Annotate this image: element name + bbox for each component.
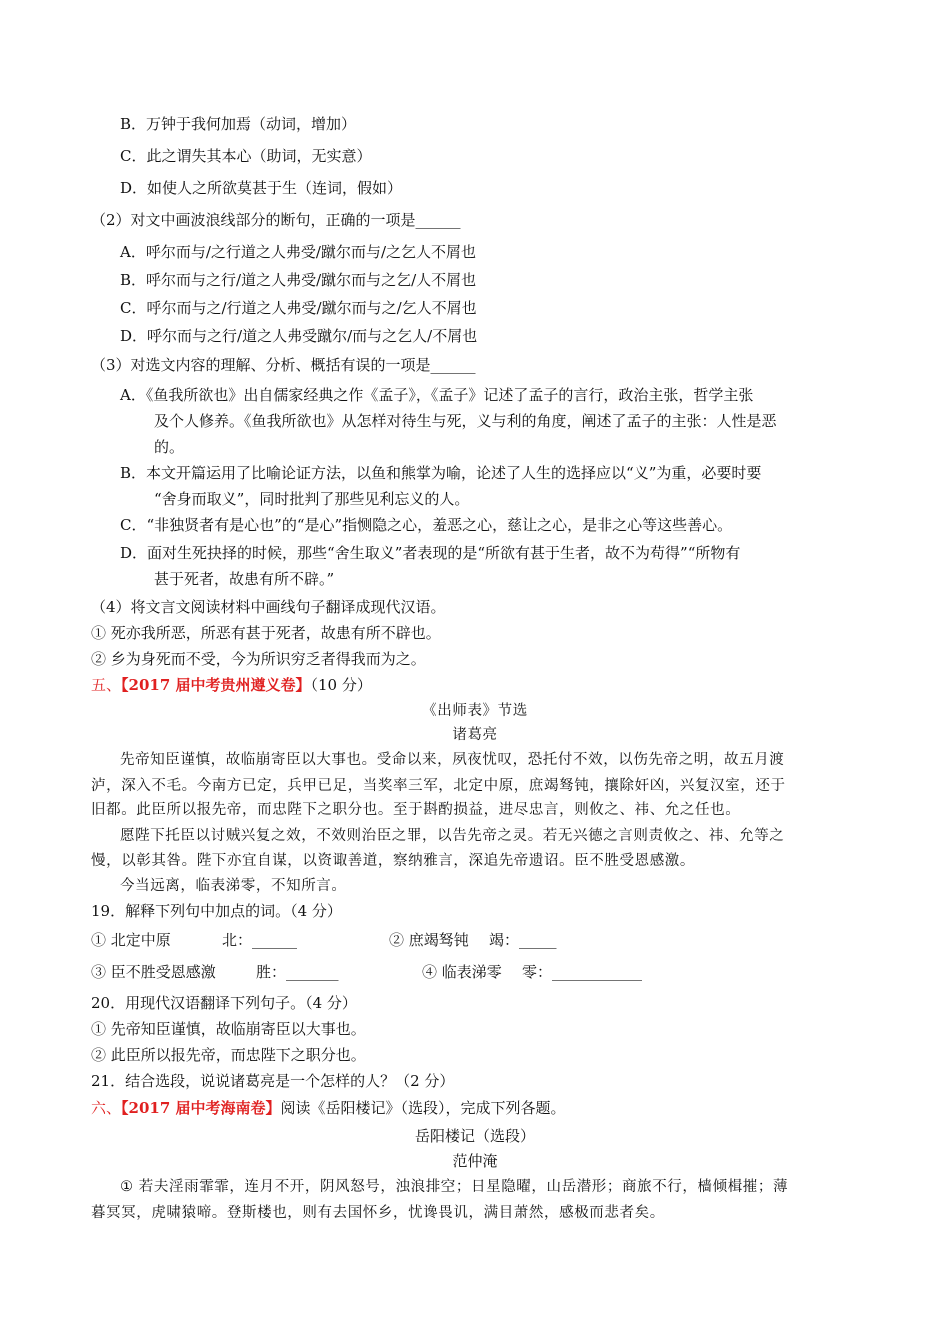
passage-6-line-2: 暮冥冥，虎啸猿啼。登斯楼也，则有去国怀乡，忧谗畏讥，满目萧然，感极而悲者矣。 [91,1205,665,1221]
section-6-source: 【2017 届中考海南卷】 [121,1099,281,1117]
section-6-number: 六、 [91,1099,122,1117]
question-19-item-3: ③ 臣不胜受恩感激 [91,963,216,981]
question-20-item-2: ② 此臣所以报先帝，而忠陛下之职分也。 [91,1046,366,1064]
question-2-option-c: C．呼尔而与之/行道之人弗受/蹴尔而与之/乞人不屑也 [120,299,477,317]
question-19-blank-3: 胜：_______ [256,963,339,981]
passage-5-line-2: 泸，深入不毛。今南方已定，兵甲已足，当奖率三军，北定中原，庶竭驽钝，攘除奸凶，兴复汉室，还于 [91,778,786,794]
question-4-stem: （4）将文言文阅读材料中画线句子翻译成现代汉语。 [91,598,446,616]
option-b: B．万钟于我何加焉（动词，增加） [120,115,357,133]
section-5-header [91,675,372,695]
section-5-author: 诸葛亮 [452,727,498,743]
question-2-option-d: D．呼尔而与之行/道之人弗受蹴尔/而与之乞人/不屑也 [120,327,478,345]
question-3-stem: （3）对选文内容的理解、分析、概括有误的一项是______ [91,356,476,374]
question-4-item-1: ① 死亦我所恶，所恶有甚于死者，故患有所不辟也。 [91,624,441,642]
passage-5-line-6: 今当远离，临表涕零，不知所言。 [120,878,347,894]
question-3-option-a-line-1: A．《鱼我所欲也》出自儒家经典之作《孟子》，《孟子》记述了孟子的言行，政治主张，哲学主张 [120,386,754,404]
section-6-header [91,1098,566,1118]
passage-5-line-3: 旧都。此臣所以报先帝，而忠陛下之职分也。至于斟酌损益，进尽忠言，则攸之、祎、允之任也。 [91,802,741,818]
question-3-option-a-line-3: 的。 [154,438,185,456]
question-21-stem: 21．结合选段，说说诸葛亮是一个怎样的人？（2 分） [91,1072,455,1090]
question-20-stem: 20．用现代汉语翻译下列句子。（4 分） [91,994,357,1012]
question-3-option-c: C．“非独贤者有是心也”的“是心”指恻隐之心，羞恶之心，慈让之心，是非之心等这些善心。 [120,516,733,534]
question-3-option-b-line-2: “舍身而取义”，同时批判了那些见利忘义的人。 [154,490,470,508]
question-3-option-b-line-1: B．本文开篇运用了比喻论证方法，以鱼和熊掌为喻，论述了人生的选择应以“义”为重，必要时要 [120,464,762,482]
section-6-instruction: 阅读《岳阳楼记》（选段），完成下列各题。 [280,1099,566,1117]
section-6-title: 岳阳楼记（选段） [414,1127,535,1145]
question-19-blank-1: 北：______ [222,931,298,949]
question-19-blank-2: 竭：_____ [489,931,557,949]
question-19-stem: 19．解释下列句中加点的词。（4 分） [91,902,342,920]
question-3-option-d-line-1: D．面对生死抉择的时候，那些“舍生取义”者表现的是“所欲有甚于生者，故不为苟得”“所物有 [120,544,741,562]
passage-5-line-1: 先帝知臣谨慎，故临崩寄臣以大事也。受命以来，夙夜忧叹，恐托付不效，以伤先帝之明，故五月渡 [120,752,785,768]
question-19-item-4: ④ 临表涕零 [422,963,502,981]
passage-5-line-4: 愿陛下托臣以讨贼兴复之效，不效则治臣之罪，以告先帝之灵。若无兴德之言则责攸之、祎、允等之 [120,828,785,844]
passage-6-line-1: ① 若夫淫雨霏霏，连月不开，阴风怒号，浊浪排空；日星隐曜，山岳潜形；商旅不行，樯倾楫摧；薄 [120,1179,789,1195]
question-2-stem: （2）对文中画波浪线部分的断句，正确的一项是______ [91,211,461,229]
section-5-title: 《出师表》节选 [422,703,528,719]
question-19-item-1: ① 北定中原 [91,931,171,949]
question-2-option-a: A．呼尔而与/之行道之人弗受/蹴尔而与/之乞人不屑也 [120,243,476,261]
section-5-source: 【2017 届中考贵州遵义卷】 [121,676,311,694]
question-4-item-2: ② 乡为身死而不受，今为所识穷乏者得我而为之。 [91,650,426,668]
passage-5-line-5: 慢，以彰其咎。陛下亦宜自谋，以资诹善道，察纳雅言，深追先帝遗诏。臣不胜受恩感激。 [91,853,695,869]
question-3-option-a-line-2: 及个人修养。《鱼我所欲也》从怎样对待生与死，义与利的角度，阐述了孟子的主张：人性是恶 [154,412,777,430]
question-19-blank-4: 零：____________ [522,963,643,981]
question-2-option-b: B．呼尔而与之行/道之人弗受/蹴尔而与之乞/人不屑也 [120,271,477,289]
option-c: C．此之谓失其本心（助词，无实意） [120,147,372,165]
option-d: D．如使人之所欲莫甚于生（连词，假如） [120,179,403,197]
question-3-option-d-line-2: 甚于死者，故患有所不辟。” [154,570,335,588]
section-6-author: 范仲淹 [452,1152,498,1170]
question-19-item-2: ② 庶竭驽钝 [389,931,469,949]
question-20-item-1: ① 先帝知臣谨慎，故临崩寄臣以大事也。 [91,1020,366,1038]
section-5-score: （10 分） [310,676,372,694]
section-5-number: 五、 [91,676,122,694]
